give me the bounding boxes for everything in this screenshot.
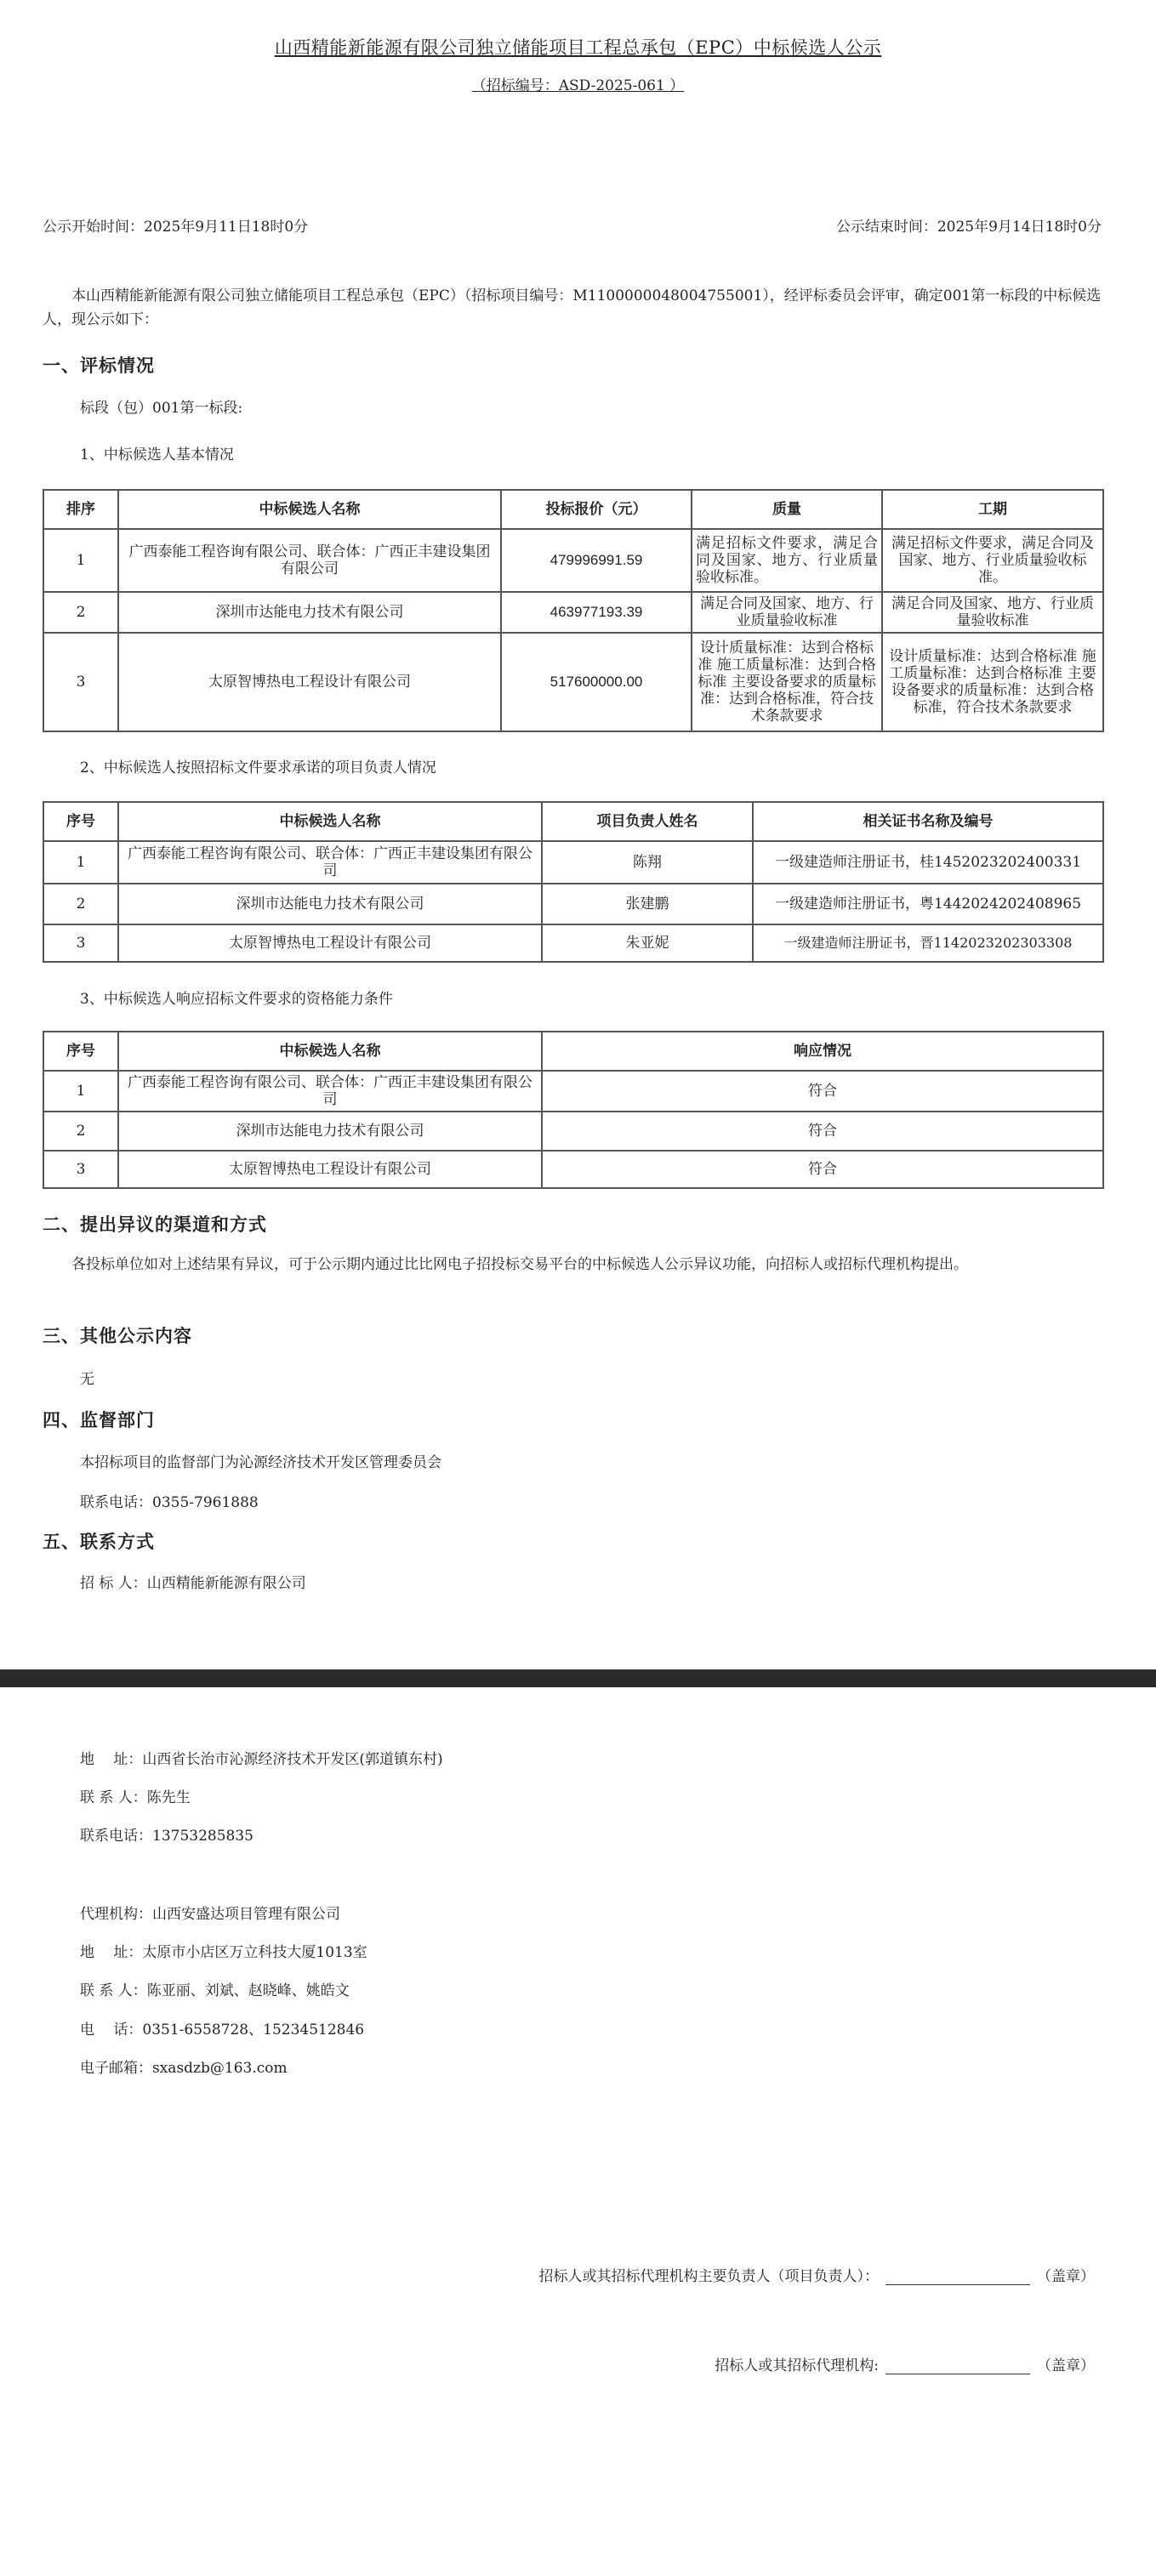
other-content: 无 (80, 1371, 94, 1388)
header-cell: 相关证书名称及编号 (753, 802, 1103, 841)
tender-code: （招标编号：ASD-2025-061 ） (471, 77, 685, 94)
tenderer-contact: 联 系 人：陈先生 (80, 1789, 191, 1806)
agent-phone: 电 话：0351-6558728、15234512846 (80, 2022, 365, 2039)
tenderer-address: 地 址：山西省长治市沁源经济技术开发区(郭道镇东村) (80, 1751, 443, 1768)
section5-heading: 五、联系方式 (43, 1531, 155, 1552)
table-row (43, 1071, 1103, 1112)
header-cell: 项目负责人姓名 (542, 802, 753, 841)
table-row (43, 884, 1103, 924)
supervisor-phone: 联系电话：0355-7961888 (80, 1494, 259, 1511)
duration-cell: 满足合同及国家、地方、行业质量验收标准 (882, 592, 1103, 633)
table-row (43, 529, 1103, 592)
agent-name: 代理机构：山西安盛达项目管理有限公司 (80, 1906, 340, 1923)
index-cell: 1 (43, 1071, 118, 1112)
response-cell: 符合 (542, 1071, 1103, 1112)
certificate-cell: 一级建造师注册证书，粤1442024202408965 (753, 884, 1103, 924)
header-cell: 响应情况 (542, 1032, 1103, 1071)
signature-label: 招标人或其招标代理机构主要负责人（项目负责人）： (538, 2268, 879, 2285)
seal-label: （盖章） (1037, 2357, 1095, 2374)
seal-label: （盖章） (1037, 2268, 1095, 2285)
section1-heading: 一、评标情况 (43, 355, 155, 376)
table-row (43, 1151, 1103, 1188)
signature-line-2 (715, 2353, 1095, 2374)
header-cell: 工期 (882, 490, 1103, 529)
bid-price-cell: 517600000.00 (501, 633, 692, 731)
header-cell: 中标候选人名称 (118, 490, 501, 529)
signature-blank (886, 2358, 1030, 2374)
section4-heading: 四、监督部门 (43, 1409, 155, 1430)
candidate-name-cell: 太原智博热电工程设计有限公司 (118, 633, 501, 731)
lot-label: 标段（包）001第一标段: (80, 400, 243, 417)
candidate-name-cell: 太原智博热电工程设计有限公司 (118, 924, 542, 962)
quality-cell: 设计质量标准：达到合格标准 施工质量标准：达到合格标准 主要设备要求的质量标准：达到合格标准，符合技术条款要求 (692, 633, 882, 731)
response-cell: 符合 (542, 1151, 1103, 1188)
project-manager-table (43, 801, 1104, 963)
header-cell: 中标候选人名称 (118, 802, 542, 841)
intro-paragraph: 本山西精能新能源有限公司独立储能项目工程总承包（EPC）（招标项目编号：M1100000048004755001），经评标委员会评审，确定001第一标段的中标候选人，现公示如下： (43, 287, 1102, 328)
candidate-name-cell: 太原智博热电工程设计有限公司 (118, 1151, 542, 1188)
header-cell: 排序 (43, 490, 118, 529)
supervisor-text: 本招标项目的监督部门为沁源经济技术开发区管理委员会 (80, 1454, 441, 1471)
section2-heading: 二、提出异议的渠道和方式 (43, 1214, 267, 1235)
agent-email: 电子邮箱：sxasdzb@163.com (80, 2060, 288, 2077)
index-cell: 3 (43, 1151, 118, 1188)
tenderer-phone: 联系电话：13753285835 (80, 1828, 253, 1845)
certificate-cell: 一级建造师注册证书，桂1452023202400331 (753, 841, 1103, 884)
signature-label: 招标人或其招标代理机构: (715, 2357, 879, 2374)
rank-cell: 1 (43, 529, 118, 592)
table-header-row (43, 490, 1103, 529)
manager-name-cell: 朱亚妮 (542, 924, 753, 962)
manager-name-cell: 张建鹏 (542, 884, 753, 924)
agent-address: 地 址：太原市小店区万立科技大厦1013室 (80, 1944, 367, 1961)
quality-cell: 满足招标文件要求，满足合同及国家、地方、行业质量验收标准。 (692, 529, 882, 592)
table-header-row (43, 1032, 1103, 1071)
table-row (43, 592, 1103, 633)
header-cell: 投标报价（元） (501, 490, 692, 529)
tenderer-name: 招 标 人：山西精能新能源有限公司 (80, 1575, 306, 1592)
agent-contact: 联 系 人：陈亚丽、刘斌、赵晓峰、姚皓文 (80, 1982, 350, 1999)
header-cell: 序号 (43, 1032, 118, 1071)
qualification-table (43, 1031, 1104, 1189)
header-cell: 序号 (43, 802, 118, 841)
rank-cell: 2 (43, 592, 118, 633)
table-row (43, 924, 1103, 962)
response-cell: 符合 (542, 1112, 1103, 1151)
index-cell: 3 (43, 924, 118, 962)
candidate-name-cell: 广西泰能工程咨询有限公司、联合体：广西正丰建设集团有限公司 (118, 1071, 542, 1112)
section3-heading: 三、其他公示内容 (43, 1325, 192, 1346)
candidates-table (43, 489, 1104, 732)
index-cell: 1 (43, 841, 118, 884)
header-cell: 质量 (692, 490, 882, 529)
duration-cell: 满足招标文件要求，满足合同及国家、地方、行业质量验收标准。 (882, 529, 1103, 592)
candidate-name-cell: 深圳市达能电力技术有限公司 (118, 592, 501, 633)
bid-price-cell: 463977193.39 (501, 592, 692, 633)
bid-price-cell: 479996991.59 (501, 529, 692, 592)
page-title: 山西精能新能源有限公司独立储能项目工程总承包（EPC）中标候选人公示 (274, 37, 882, 58)
candidate-name-cell: 深圳市达能电力技术有限公司 (118, 884, 542, 924)
signature-blank (886, 2269, 1030, 2285)
objection-paragraph: 各投标单位如对上述结果有异议，可于公示期内通过比比网电子招投标交易平台的中标候选人公示异议功能，向招标人或招标代理机构提出。 (71, 1256, 968, 1273)
header-cell: 中标候选人名称 (118, 1032, 542, 1071)
rank-cell: 3 (43, 633, 118, 731)
candidate-name-cell: 广西泰能工程咨询有限公司、联合体：广西正丰建设集团有限公司 (118, 841, 542, 884)
subheading-1: 1、中标候选人基本情况 (80, 446, 234, 463)
table-row (43, 841, 1103, 884)
end-time: 公示结束时间：2025年9月14日18时0分 (835, 219, 1102, 236)
duration-cell: 设计质量标准：达到合格标准 施工质量标准：达到合格标准 主要设备要求的质量标准：达到合格标准，符合技术条款要求 (882, 633, 1103, 731)
manager-name-cell: 陈翔 (542, 841, 753, 884)
subheading-2: 2、中标候选人按照招标文件要求承诺的项目负责人情况 (80, 759, 436, 776)
subheading-3: 3、中标候选人响应招标文件要求的资格能力条件 (80, 991, 393, 1008)
certificate-cell: 一级建造师注册证书，晋1142023202303308 (753, 924, 1103, 962)
page-divider-band (0, 1669, 1156, 1687)
candidate-name-cell: 深圳市达能电力技术有限公司 (118, 1112, 542, 1151)
index-cell: 2 (43, 1112, 118, 1151)
table-row (43, 1112, 1103, 1151)
quality-cell: 满足合同及国家、地方、行业质量验收标准 (692, 592, 882, 633)
signature-line-1 (539, 2264, 1096, 2285)
index-cell: 2 (43, 884, 118, 924)
table-header-row (43, 802, 1103, 841)
table-row (43, 633, 1103, 731)
candidate-name-cell: 广西泰能工程咨询有限公司、联合体：广西正丰建设集团有限公司 (118, 529, 501, 592)
start-time: 公示开始时间：2025年9月11日18时0分 (43, 219, 309, 236)
